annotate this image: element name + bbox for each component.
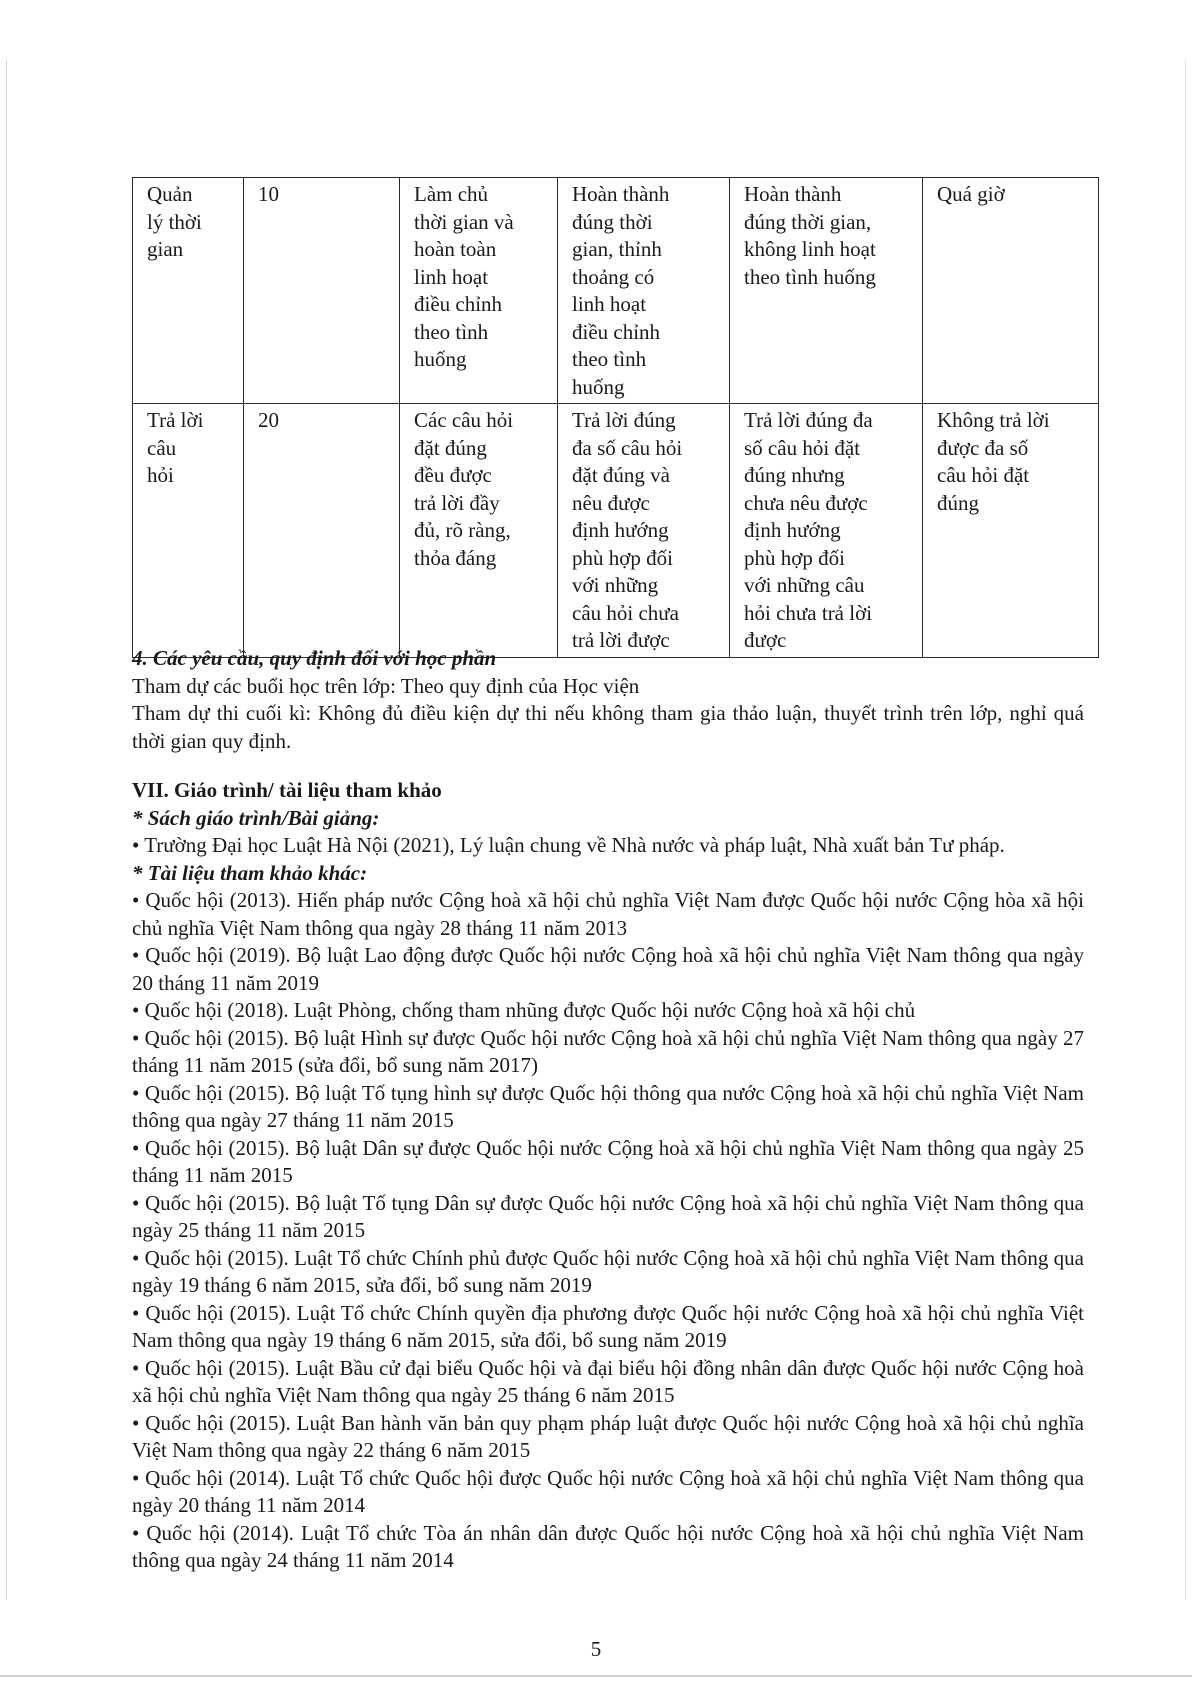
rubric-table — [132, 177, 1099, 658]
cell-line: được — [744, 628, 787, 652]
reference-item: • Quốc hội (2014). Luật Tổ chức Quốc hội được Quốc hội nước Cộng hoà xã hội chủ nghĩa Việt Nam thông qua ngày 20 tháng 11 năm 2014 — [132, 1465, 1084, 1517]
cell-line: theo tình huống — [744, 264, 876, 289]
reference-item: • Quốc hội (2018). Luật Phòng, chống tham nhũng được Quốc hội nước Cộng hoà xã hội chủ — [132, 998, 916, 1022]
cell-line: định hướng — [572, 518, 669, 542]
section4-heading: 4. Các yêu cầu, quy định đối với học phần — [132, 646, 497, 670]
table-cell-weight: 10 — [244, 178, 400, 404]
cell-line: không linh hoạt — [744, 237, 876, 261]
cell-line: phù hợp đối — [572, 545, 673, 570]
cell-line: định hướng — [744, 518, 841, 542]
section7-heading: VII. Giáo trình/ tài liệu tham khảo — [132, 778, 442, 802]
cell-line: hoàn toàn — [414, 237, 497, 261]
textbook-item: • Trường Đại học Luật Hà Nội (2021), Lý luận chung về Nhà nước và pháp luật, Nhà xuất bản Tư pháp. — [132, 833, 1005, 857]
reference-item: • Quốc hội (2015). Luật Tổ chức Chính phủ được Quốc hội nước Cộng hoà xã hội chủ nghĩa Việt Nam thông qua ngày 19 tháng 6 năm 2015, sửa đổi, bổ sung năm 2019 — [132, 1245, 1084, 1297]
cell-line: huống — [572, 374, 625, 399]
reference-item: • Quốc hội (2014). Luật Tổ chức Tòa án nhân dân được Quốc hội nước Cộng hoà xã hội chủ nghĩa Việt Nam thông qua ngày 24 tháng 11 năm 2014 — [132, 1520, 1084, 1572]
cell-line: thoảng có — [572, 264, 655, 289]
table-cell-criterion — [133, 404, 244, 658]
page-number: 5 — [590, 1637, 602, 1661]
cell-line: Hoàn thành — [744, 182, 842, 206]
cell-line: linh hoạt — [414, 264, 489, 289]
cell-line: đúng — [937, 490, 979, 515]
cell-line: chưa nêu được — [744, 490, 868, 515]
table-row — [133, 404, 1099, 658]
cell-line: Không trả lời — [937, 408, 1050, 432]
textbook-heading: * Sách giáo trình/Bài giảng: — [132, 805, 380, 830]
reference-item: • Quốc hội (2015). Luật Ban hành văn bản quy phạm pháp luật được Quốc hội nước Cộng hoà xã hội chủ nghĩa Việt Nam thông qua ngày 22 tháng 6 năm 2015 — [132, 1410, 1084, 1462]
table-cell-level1 — [400, 178, 558, 404]
cell-line: đặt đúng và — [572, 463, 670, 487]
table-cell-criterion — [133, 178, 244, 404]
cell-line: hỏi chưa trả lời — [744, 600, 873, 625]
cell-line: câu hỏi chưa — [572, 600, 679, 625]
cell-line: đa số câu hỏi — [572, 435, 683, 460]
cell-line: hỏi — [147, 463, 174, 487]
table-cell-level3 — [730, 178, 923, 404]
requirement-line: Tham dự thi cuối kì: Không đủ điều kiện dự thi nếu không tham gia thảo luận, thuyết trình trên lớp, nghỉ quá thời gian quy định. — [132, 701, 1084, 753]
cell-line: theo tình — [572, 347, 647, 371]
cell-line: Trả lời — [147, 408, 204, 432]
cell-line: trả lời đầy — [414, 490, 500, 515]
other-references-heading: * Tài liệu tham khảo khác: — [132, 860, 368, 885]
cell-line: thời gian và — [414, 209, 514, 234]
document-body — [132, 645, 1084, 1575]
cell-line: đặt đúng — [414, 435, 487, 460]
cell-line: Trả lời đúng đa — [744, 408, 873, 432]
cell-line: đúng nhưng — [744, 463, 845, 487]
cell-line: Quá giờ — [937, 182, 1005, 206]
reference-item: • Quốc hội (2015). Bộ luật Dân sự được Quốc hội nước Cộng hoà xã hội chủ nghĩa Việt Nam thông qua ngày 25 tháng 11 năm 2015 — [132, 1135, 1084, 1187]
reference-item: • Quốc hội (2019). Bộ luật Lao động được Quốc hội nước Cộng hoà xã hội chủ nghĩa Việt Nam thông qua ngày 20 tháng 11 năm 2019 — [132, 943, 1084, 995]
textbook-list — [132, 832, 1084, 860]
cell-line: thỏa đáng — [414, 545, 497, 570]
cell-line: gian — [147, 237, 184, 261]
cell-line: đúng thời gian, — [744, 209, 872, 234]
cell-line: với những — [572, 573, 659, 597]
cell-line: lý thời — [147, 209, 202, 234]
cell-line: Hoàn thành — [572, 182, 670, 206]
cell-line: Các câu hỏi — [414, 408, 514, 432]
cell-line: gian, thỉnh — [572, 237, 662, 261]
table-cell-weight: 20 — [244, 404, 400, 658]
cell-line: theo tình — [414, 319, 489, 344]
cell-line: linh hoạt — [572, 292, 647, 316]
cell-line: đúng thời — [572, 209, 653, 234]
table-cell-level2 — [558, 178, 730, 404]
cell-line: huống — [414, 347, 467, 371]
cell-line: Trả lời đúng — [572, 408, 676, 432]
reference-item: • Quốc hội (2015). Luật Tổ chức Chính quyền địa phương được Quốc hội nước Cộng hoà xã hội chủ nghĩa Việt Nam thông qua ngày 19 tháng 6 năm 2015, sửa đổi, bổ sung năm 2019 — [132, 1300, 1084, 1352]
table-row — [133, 178, 1099, 404]
cell-line: nêu được — [572, 490, 650, 515]
cell-line: đủ, rõ ràng, — [414, 518, 511, 542]
cell-line: câu hỏi đặt — [937, 463, 1030, 487]
cell-line: Quản — [147, 182, 193, 206]
requirement-line: Tham dự các buổi học trên lớp: Theo quy định của Học viện — [132, 673, 640, 698]
table-cell-level4 — [923, 404, 1099, 658]
cell-line: Làm chủ — [414, 182, 489, 206]
table-cell-level4 — [923, 178, 1099, 404]
table-cell-level1 — [400, 404, 558, 658]
cell-line: số câu hỏi đặt — [744, 435, 861, 460]
cell-line: được đa số — [937, 435, 1029, 460]
cell-line: điều chỉnh — [414, 292, 503, 316]
cell-line: đều được — [414, 463, 492, 487]
reference-item: • Quốc hội (2013). Hiến pháp nước Cộng hoà xã hội chủ nghĩa Việt Nam được Quốc hội nước Cộng hòa xã hội chủ nghĩa Việt Nam thông qua ngày 28 tháng 11 năm 2013 — [132, 888, 1084, 940]
cell-line: điều chỉnh — [572, 319, 661, 344]
cell-line: câu — [147, 435, 177, 460]
reference-list — [132, 887, 1084, 1575]
cell-line: trả lời được — [572, 628, 670, 652]
reference-item: • Quốc hội (2015). Bộ luật Tố tụng hình sự được Quốc hội thông qua nước Cộng hoà xã hội chủ nghĩa Việt Nam thông qua ngày 27 tháng 11 năm 2015 — [132, 1080, 1084, 1132]
reference-item: • Quốc hội (2015). Bộ luật Tố tụng Dân sự được Quốc hội nước Cộng hoà xã hội chủ nghĩa Việt Nam thông qua ngày 25 tháng 11 năm 2015 — [132, 1190, 1084, 1242]
scan-edge-left — [6, 60, 7, 1600]
section4-text — [132, 673, 1084, 756]
cell-line: với những câu — [744, 573, 865, 597]
scan-edge-bottom — [0, 1675, 1192, 1677]
cell-line: phù hợp đối — [744, 545, 845, 570]
table-cell-level2 — [558, 404, 730, 658]
scan-edge-right — [1185, 60, 1186, 1600]
reference-item: • Quốc hội (2015). Luật Bầu cử đại biểu Quốc hội và đại biểu hội đồng nhân dân được Quốc hội nước Cộng hoà xã hội chủ nghĩa Việt Nam thông qua ngày 25 tháng 6 năm 2015 — [132, 1355, 1084, 1407]
reference-item: • Quốc hội (2015). Bộ luật Hình sự được Quốc hội nước Cộng hoà xã hội chủ nghĩa Việt Nam thông qua ngày 27 tháng 11 năm 2015 (sửa đổi, bổ sung năm 2017) — [132, 1025, 1084, 1077]
table-cell-level3 — [730, 404, 923, 658]
